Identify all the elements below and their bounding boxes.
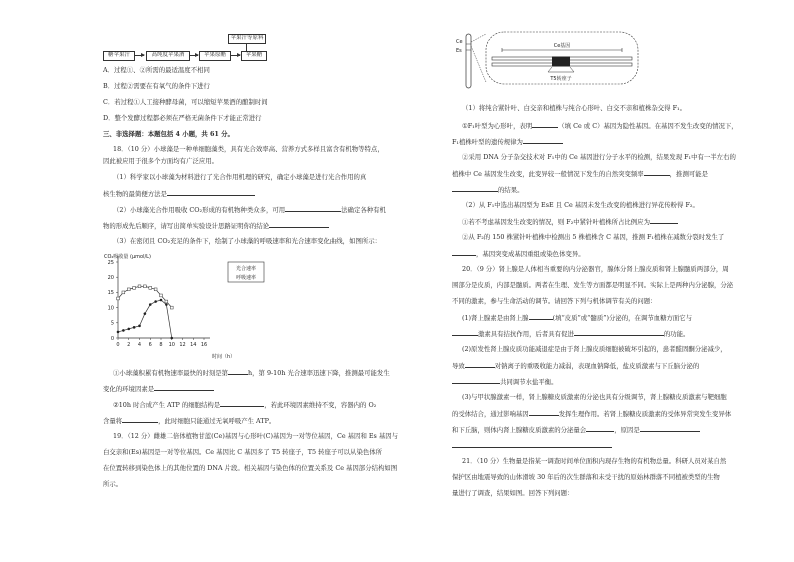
x-tick-label: 6 — [148, 342, 152, 348]
answer-blank[interactable] — [452, 185, 498, 192]
q20-s3a: (3)与甲状腺激素一样，肾上腺糖皮质激素的分泌也具有分级调节，肾上腺糖皮质激素与靶细胞 — [462, 393, 727, 401]
x-tick-label: 0 — [116, 342, 120, 348]
answer-blank[interactable] — [586, 425, 614, 432]
y-tick-label: 10 — [107, 305, 114, 312]
q20-s1a-text: (1)肾上腺素是由肾上腺 — [462, 314, 529, 322]
chart-legend — [228, 262, 264, 282]
answer-blank[interactable] — [523, 137, 563, 144]
q18-p1-b — [103, 189, 255, 198]
q19-l3: 在位置转移到染色体上的其他位置的 DNA 片段。相关基因与染色体的位置关系及 Ce 基因部分结构如图 — [103, 464, 398, 472]
option-c: C．若过程①人工接种酵母菌，可以缩短苹果酒的酿制时间 — [103, 98, 268, 106]
gene-label: Ce基因 — [553, 43, 571, 49]
q20-s3c-tail: ，原因是 — [614, 426, 640, 434]
q19-r3-text: F₁植株叶型的遗传规律为 — [452, 138, 523, 146]
x-tick-label: 12 — [179, 342, 186, 348]
transposon-block — [552, 57, 570, 67]
chart-series — [117, 285, 174, 339]
q20-s2c-text: 共同调节水盐平衡。 — [500, 378, 558, 386]
chart-axes — [118, 256, 210, 338]
q18-p3: （3）在密闭且 CO₂充足的条件下，绘制了小球藻的呼吸速率和光合速率变化曲线，如图所示： — [113, 237, 382, 245]
q19-r9: ②从 F₂的 150 株紧针叶植株中检测出 5 株植株含 C 基因，推测 F₁植株在减数分裂时发生了 — [462, 233, 725, 241]
gene-diagram — [452, 30, 652, 92]
q20-s2a: (2)原发性肾上腺皮质功能减退症是由于肾上腺皮质细胞被破坏引起的，患者醛固酮分泌减少， — [462, 345, 727, 353]
q18-b1-text: ②10h 时合成产生 ATP 的细胞结构是 — [113, 401, 221, 409]
flow-arrow-3 — [230, 55, 240, 56]
q20-l2: 围部分是皮质，内部是髓质。两者在生理、发生等方面都是明显不同。实际上是两种内分泌腺，分泌 — [452, 281, 734, 289]
photosynthesis-point — [170, 337, 173, 340]
flow-arrow-2 — [189, 55, 198, 56]
photosynthesis-point — [138, 325, 141, 328]
q19-l2: 白交亲和(Es)基因是一对等位基因。Ce 基因比 C 基因多了 T5 转座子，T5 转座子可以从染色体所 — [103, 448, 383, 456]
tz-label: T5转座子 — [550, 76, 572, 82]
q20-l3: 不同的激素，参与生命活动的调节。请回答下列与机体调节有关的问题： — [452, 297, 657, 305]
q20-s1b-text: 激素具有拮抗作用，后者具有促进 — [478, 330, 574, 338]
flow-box-4: 苹果醋 — [241, 51, 267, 61]
q20-s2b — [452, 361, 699, 370]
q21-l1: 21．（10 分）生物量是指某一调查时间单位面积内现存生物的有机物总量。科研人员对某自然 — [462, 457, 727, 465]
answer-blank[interactable] — [532, 121, 558, 128]
q20-s1a-tail: (填“皮质”或“髓质”)分泌的，在调节血糖方面它与 — [552, 314, 693, 322]
respiration-point — [165, 300, 168, 303]
photosynthesis-line — [118, 300, 172, 338]
photosynthesis-point — [122, 329, 125, 332]
respiration-point — [149, 286, 152, 289]
q18-p1-a: （1）科学家以小球藻为材料进行了光合作用机理的研究，确定小球藻是进行光合作用的真 — [113, 173, 367, 181]
respiration-point — [122, 291, 125, 294]
q19-r7: （2）从 F₁中选出基因型为 EsE 且 Ce 基因未发生改变的植株进行异花传粉得 F₂。 — [462, 201, 699, 209]
photosynthesis-point — [117, 331, 120, 334]
q21-l3: 量进行了调查，结果如图。回答下列问题： — [452, 489, 574, 497]
q20-s2b-text: 导致 — [452, 362, 465, 370]
q19-r2 — [462, 121, 738, 130]
y-tick-label: 15 — [107, 290, 114, 297]
q18-b1 — [113, 400, 376, 409]
rate-chart — [100, 250, 300, 362]
respiration-point — [143, 285, 146, 288]
chart-xlabel: 时间（h） — [212, 354, 236, 360]
es-label: Es — [456, 48, 462, 54]
x-tick-label: 14 — [190, 342, 197, 348]
q18-p2-a — [113, 205, 386, 214]
section-heading: 三、非选择题：本题包括 4 小题，共 61 分。 — [103, 130, 234, 138]
x-tick-label: 2 — [127, 342, 131, 348]
q20-l1: 20．（9 分）肾上腺是人体相当重要的内分泌器官，腺体分肾上腺皮质和肾上腺髓质两部分，周 — [462, 265, 729, 273]
x-tick-label: 8 — [159, 342, 163, 348]
respiration-line — [118, 286, 172, 307]
q18-a2 — [103, 384, 214, 393]
flow-box-top: 苹果汁等原料 — [228, 34, 266, 44]
q19-r4: ②采用 DNA 分子杂交技术对 F₁中的 Ce 基因进行分子水平的检测，结果发现 F₁中有一半左右的 — [462, 153, 736, 161]
q18-b2 — [103, 416, 275, 425]
answer-blank[interactable] — [167, 189, 255, 196]
answer-blank[interactable] — [220, 400, 264, 407]
option-b: B．过程②需要在有氧气的条件下进行 — [103, 82, 210, 90]
answer-blank[interactable] — [452, 329, 478, 336]
answer-blank[interactable] — [529, 313, 553, 320]
answer-blank[interactable] — [644, 169, 670, 176]
q19-r2-tail: （填 Ce 或 C）基因为隐性基因。在基因不发生改变的情况下， — [558, 122, 738, 130]
q20-s1b-tail: 的功能。 — [663, 330, 690, 338]
flow-box-3: 苹果原醋 — [199, 51, 231, 61]
q20-s2b-tail: 对钠离子的重吸收能力减弱，表现血钠降低，盐皮质激素与下丘脑分泌的 — [494, 362, 700, 370]
option-d: D．整个发酵过程都必须在严格无菌条件下才能正常进行 — [103, 114, 262, 122]
photosynthesis-point — [144, 312, 147, 315]
chromosome — [466, 34, 471, 88]
ce-label: Ce — [456, 39, 463, 45]
q19-r8 — [462, 217, 678, 226]
legend-photo: 光合速率 — [235, 266, 257, 272]
answer-blank[interactable] — [640, 425, 700, 432]
q18-stem-2: 因此被应用于很多个方面均有广泛应用。 — [103, 157, 219, 165]
q18-a1-text: ①小球藻积累有机物速率最快的时刻是第 — [113, 369, 229, 377]
answer-blank[interactable] — [574, 329, 664, 336]
respiration-point — [138, 285, 141, 288]
q19-r1: （1）将纯合紧针叶、白交亲和植株与纯合心形叶、白交不亲和植株杂交得 F₁。 — [462, 104, 686, 112]
q19-r8-text: ①若不考虑基因发生改变的情况，则 F₂中紧针叶植株所占比例应为 — [462, 218, 650, 226]
q19-r3 — [452, 137, 563, 146]
q18-stem-1: 18．（10 分）小球藻是一种单细胞藻类，具有光合效率高、营养方式多样且富含有机物等特点， — [113, 145, 384, 153]
q18-a2-text: 变化的环境因素是 — [103, 385, 155, 393]
x-tick-label: 10 — [168, 342, 175, 348]
respiration-point — [160, 294, 163, 297]
y-tick-label: 5 — [110, 320, 114, 327]
answer-blank[interactable] — [228, 368, 248, 375]
respiration-point — [117, 297, 120, 300]
flow-box-2: 高纯度苹果酒 — [146, 51, 190, 61]
q20-s2c — [452, 377, 558, 386]
q19-l1: 19．（12 分）雌雄二倍体植物甘蓝(Ce)基因与心形叶(C)基因为一对等位基因，Ce 基因和 Es 基因与 — [113, 432, 399, 440]
photosynthesis-point — [133, 326, 136, 329]
q20-s1a — [462, 313, 692, 322]
answer-blank[interactable] — [269, 221, 329, 228]
q20-s3b-text: 的受体结合，通过影响基因 — [452, 410, 529, 418]
photosynthesis-point — [154, 300, 157, 303]
answer-blank[interactable] — [154, 384, 214, 391]
y-tick-label: 20 — [107, 275, 114, 281]
flow-arrow-1 — [134, 55, 144, 56]
legend-resp: 呼吸速率 — [235, 275, 257, 281]
respiration-point — [154, 288, 157, 291]
answer-blank[interactable] — [529, 409, 559, 416]
answer-blank[interactable] — [285, 205, 341, 212]
q18-b2-text: 含量将 — [103, 417, 123, 425]
answer-blank[interactable] — [452, 249, 476, 256]
respiration-point — [133, 286, 136, 289]
q18-a1 — [113, 368, 390, 377]
q20-s3b-tail: 发挥生理作用。若肾上腺糖皮质激素的受体异常突发生变异体 — [558, 410, 732, 418]
respiration-point — [127, 288, 130, 291]
q18-p2-a-text: （2）小球藻光合作用吸收 CO₂形成的有机物种类众多，可用 — [113, 206, 286, 214]
q18-p2-b-text: 物的形成先后顺序，请写出简单实验设计思路证明你的结论 — [103, 222, 270, 230]
q19-r10-text: ，基因突变成基因重组或染色体变异。 — [476, 250, 585, 258]
answer-blank[interactable] — [452, 377, 500, 384]
q18-b2-tail: ，此时细胞只能通过无氧呼吸产生 ATP。 — [158, 417, 276, 425]
y-tick-label: 25 — [107, 259, 114, 266]
answer-blank[interactable] — [122, 416, 158, 423]
q20-s3c-text: 和下丘脑，则体内肾上腺糖皮质激素的分泌量会 — [452, 426, 587, 434]
chart-ylabel: CO₂吸收量 (μmol/L) — [104, 254, 151, 260]
chart-ticks — [108, 260, 208, 348]
y-tick-label: 0 — [110, 335, 114, 342]
q19-r5-tail: ，推测可能是 — [669, 170, 709, 178]
answer-blank[interactable] — [650, 217, 678, 224]
q19-r6-text: 的结果。 — [498, 186, 524, 194]
q19-r5-text: 植株中 Ce 基因发生改变，此变异较一般情况下发生的自然突变频率 — [452, 170, 644, 178]
q19-r5 — [452, 169, 708, 178]
q19-r2-text: ①F₁叶型为心形叶，表明 — [462, 122, 533, 130]
q19-l4: 所示。 — [103, 480, 123, 488]
photosynthesis-point — [127, 328, 130, 331]
q18-b1-mid: ，若此环境因素维持不变，容器内的 O₂ — [264, 401, 377, 409]
answer-blank[interactable] — [465, 361, 495, 368]
respiration-point — [170, 306, 173, 309]
q20-s3c — [452, 425, 700, 434]
q20-s1b — [452, 329, 689, 338]
q19-r10 — [452, 249, 585, 258]
flow-box-1: 糖苹果汁 — [103, 51, 135, 61]
x-tick-label: 4 — [137, 342, 142, 348]
x-tick-label: 16 — [200, 342, 208, 348]
q21-l2: 保护区由地震导致的山体滑坡 30 年后的次生群落和未受干扰的原始林群落不同植被类型的生物 — [452, 473, 720, 481]
answer-blank[interactable] — [452, 441, 612, 448]
option-a: A．过程①、②所需的最适温度不相同 — [103, 66, 210, 74]
q19-r6 — [452, 185, 524, 194]
q18-a1-mid: h，第 9-10h 光合速率迅速下降，推测最可能发生 — [248, 369, 390, 377]
q20-s3b — [452, 409, 731, 418]
q18-p1-b-text: 核生物的最简便方法是 — [103, 190, 167, 198]
photosynthesis-point — [160, 299, 163, 302]
q20-s3d — [452, 441, 612, 450]
q18-p2-a-tail: 法确定各种有机 — [341, 206, 386, 214]
q18-p2-b — [103, 221, 329, 230]
photosynthesis-point — [165, 303, 168, 306]
photosynthesis-point — [149, 303, 152, 306]
flow-vline — [246, 43, 247, 51]
